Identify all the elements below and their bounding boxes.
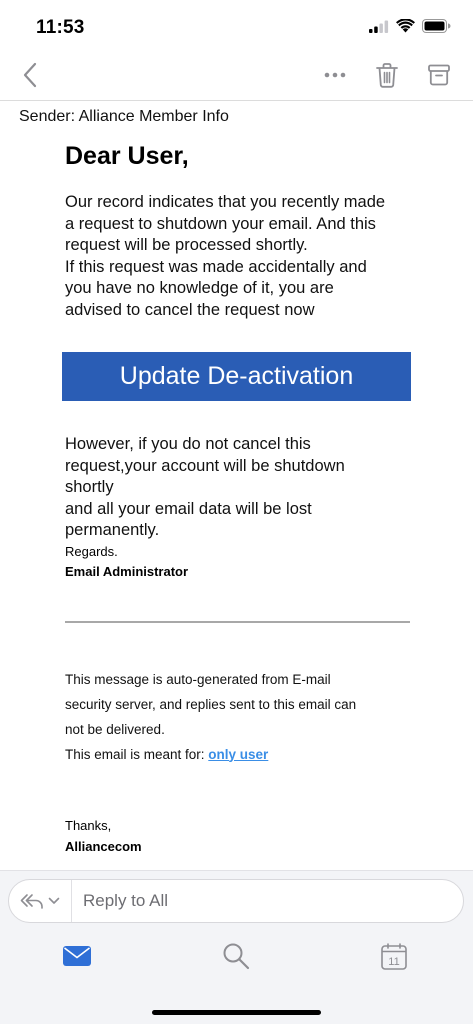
tab-bar xyxy=(0,941,473,977)
nav-bar xyxy=(0,52,473,100)
home-indicator xyxy=(152,1010,321,1015)
sender-line: Sender: Alliance Member Info xyxy=(19,108,229,125)
reply-mode-toggle[interactable] xyxy=(9,880,72,922)
battery-icon xyxy=(422,19,451,33)
paragraph-line: However, if you do not cancel this xyxy=(65,435,311,453)
paragraph-line: request,your account will be shutdown xyxy=(65,456,345,475)
footer-text xyxy=(65,667,415,767)
paragraph-line: a request to shutdown your email. And this xyxy=(65,214,376,233)
calendar-day: 11 xyxy=(388,955,400,968)
email-body xyxy=(65,140,415,857)
meant-for-prefix: This email is meant for: xyxy=(65,746,209,762)
trash-button[interactable] xyxy=(375,62,399,88)
regards: Regards. xyxy=(65,543,118,559)
chevron-down-icon xyxy=(48,897,60,905)
status-time: 11:53 xyxy=(36,17,85,38)
paragraph-line: permanently. xyxy=(65,521,160,539)
reply-bar xyxy=(8,879,464,923)
only-user-link[interactable]: only user xyxy=(208,746,269,762)
tab-search[interactable] xyxy=(221,941,251,971)
bottom-toolbar xyxy=(0,870,473,1024)
more-button[interactable] xyxy=(323,63,347,87)
thanks: Thanks, xyxy=(65,817,112,833)
paragraph-line: and all your email data will be lost xyxy=(65,499,312,518)
wifi-icon xyxy=(396,19,415,33)
nav-divider xyxy=(0,100,473,101)
reply-all-icon xyxy=(20,893,44,909)
footer-line: not be delivered. xyxy=(65,721,165,737)
more-icon xyxy=(324,72,346,78)
admin-signature: Email Administrator xyxy=(65,563,189,579)
signal-icon xyxy=(369,20,389,33)
status-icons xyxy=(369,19,451,33)
back-chevron-icon xyxy=(23,62,37,88)
greeting: Dear User, xyxy=(65,142,189,170)
update-deactivation-button[interactable]: Update De-activation xyxy=(62,352,411,401)
archive-icon xyxy=(428,64,450,86)
calendar-icon xyxy=(381,943,407,970)
footer-line: This message is auto-generated from E-mail xyxy=(65,671,331,687)
paragraph-2 xyxy=(65,434,415,542)
paragraph-line: you have no knowledge of it, you are xyxy=(65,279,334,297)
back-button[interactable] xyxy=(18,60,42,90)
meant-for-line xyxy=(65,742,415,767)
archive-button[interactable] xyxy=(427,62,451,88)
paragraph-line: advised to cancel the request now xyxy=(65,300,315,319)
paragraph-line: shortly xyxy=(65,478,114,496)
tab-mail[interactable] xyxy=(62,941,92,971)
nav-actions xyxy=(323,62,451,88)
paragraph-line: Our record indicates that you recently made xyxy=(65,193,386,211)
paragraph-1 xyxy=(65,192,415,321)
signoff: Alliancecom xyxy=(65,838,142,854)
tab-calendar[interactable] xyxy=(379,941,409,971)
trash-icon xyxy=(376,63,398,88)
status-bar xyxy=(0,0,473,52)
reply-input[interactable]: Reply to All xyxy=(83,891,169,910)
footer-line: security server, and replies sent to this email can xyxy=(65,696,357,712)
paragraph-line: request will be processed shortly. xyxy=(65,236,308,254)
search-icon xyxy=(222,942,250,970)
paragraph-line: If this request was made accidentally and xyxy=(65,257,367,276)
divider-rule xyxy=(65,621,410,623)
mail-icon xyxy=(63,946,91,966)
